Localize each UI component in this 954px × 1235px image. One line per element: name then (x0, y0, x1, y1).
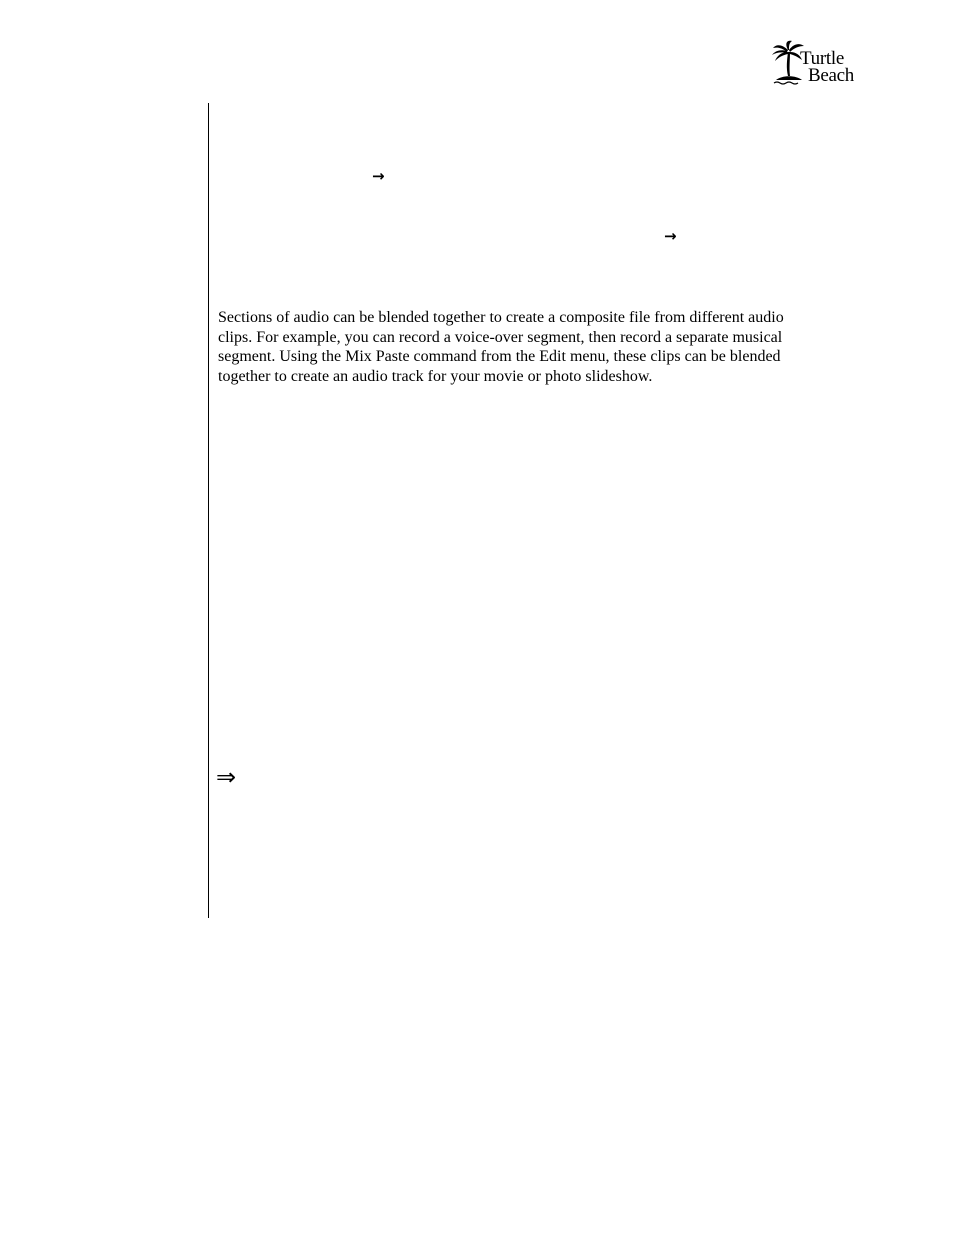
logo-text-beach: Beach (808, 65, 854, 86)
arrow-right-icon: → (372, 167, 385, 185)
note-arrow-icon: ⇒ (216, 763, 237, 791)
margin-rule (208, 103, 209, 918)
body-paragraph: Sections of audio can be blended together to create a composite file from different audio clips. For example, you can record a voice-over segment, then record a separate musical segment. Using the Mix Paste command from the Edit menu, these clips can be blended together to create an audio track for your movie or photo slideshow. (218, 309, 784, 385)
turtle-beach-logo (772, 40, 856, 86)
logo-text-turtle: Turtle (800, 48, 844, 69)
arrow-right-icon: → (664, 227, 677, 245)
